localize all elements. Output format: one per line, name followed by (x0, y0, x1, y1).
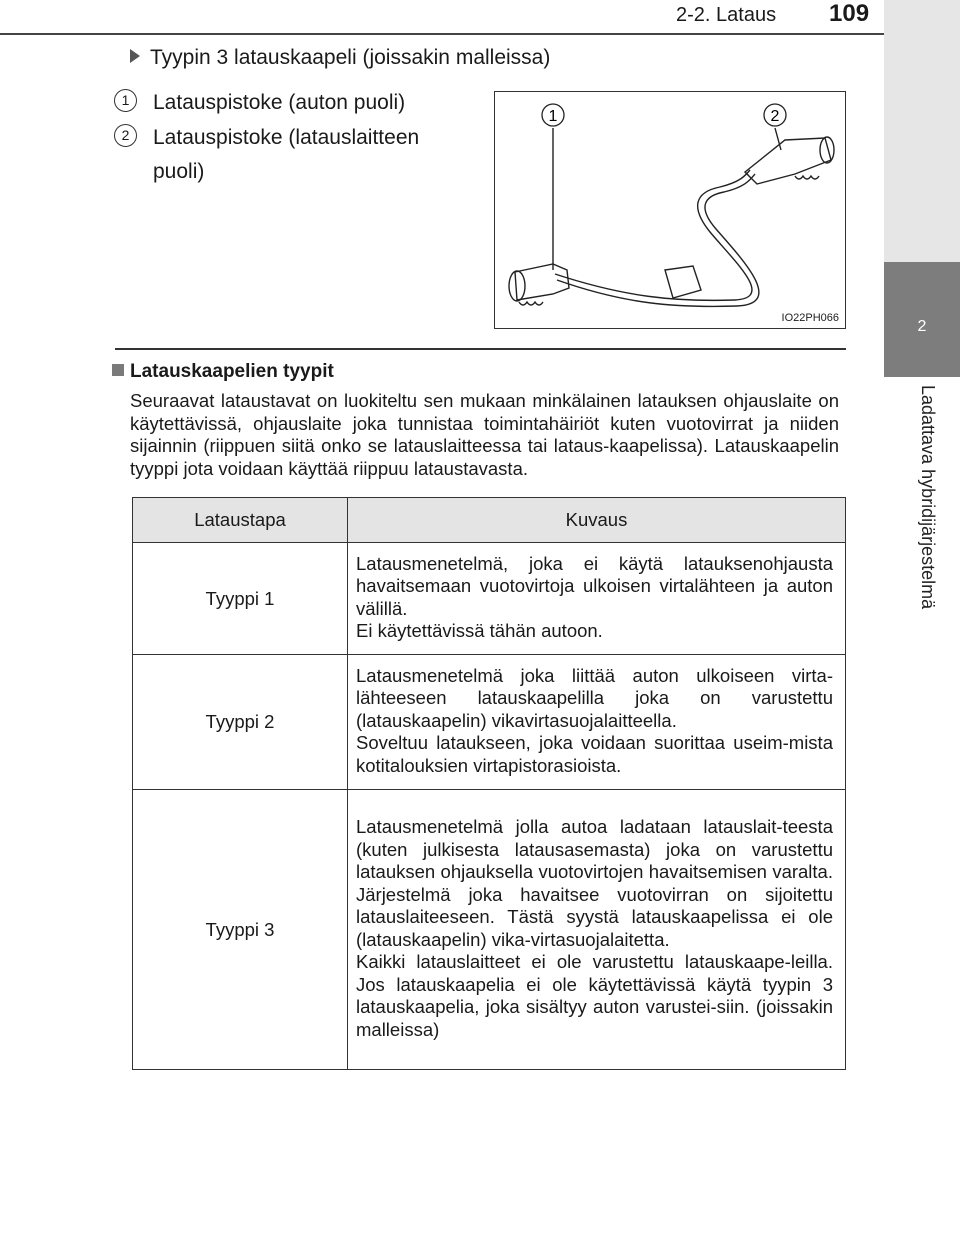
triangle-bullet-icon (130, 49, 140, 63)
page-number: 109 (829, 0, 870, 27)
method-cell: Tyyppi 3 (133, 790, 348, 1070)
cable-bullet-text: Tyypin 3 latauskaapeli (joissakin malleissa) (150, 46, 551, 69)
vehicle-plug-grip (519, 302, 543, 305)
chapter-side-tab (884, 0, 960, 1255)
figure-code: IO22PH066 (781, 312, 839, 324)
section-paragraph: Seuraavat lataustavat on luokiteltu sen mukaan minkälainen latauksen ohjauslaite on käytettävissä, ohjauslaite joka tunnistaa toimintahäiriöt kuten vuotovirrat ja niiden sijainnin (riippuen siitä onko se latauslaitteessa tai lataus-kaapelissa). Latauskaapelin tyyppi jota voidaan käyttää riippuu lataustavasta. (130, 390, 839, 479)
callout-text: Latauspistoke (auton puoli) (153, 91, 406, 114)
callout-number: 2 (114, 124, 137, 147)
charger-plug-face (820, 137, 834, 163)
side-tab-band (884, 0, 960, 262)
table-row (133, 790, 846, 1070)
callout-text: Latauspistoke (latauslaitteen puoli) (153, 126, 420, 183)
description-line: Ei käytettävissä tähän autoon. (356, 620, 603, 641)
cable-line (557, 174, 759, 306)
description-line: Latausmenetelmä jolla autoa ladataan latauslait-teesta (kuten julkisesta latausasemasta) joka on varustettu latauksen ohjauksella vuotovirtojen havaitsemisen varalta. Järjestelmä joka havaitsee vuotovirran on sijoitettu latauslaiteeseen. Tästä syystä latauskaapelissa ei ole (latauskaapelin) vika-virtasuojalaitetta. (356, 816, 833, 950)
chapter-title: Ladattava hybridijärjestelmä (918, 385, 938, 610)
description-line: Soveltuu lataukseen, joka voidaan suorittaa useim-mista kotitalouksien virtapistorasioista. (356, 732, 833, 776)
description-cell (348, 790, 846, 1070)
charger-plug-grip (795, 176, 819, 179)
header-rule (0, 33, 884, 35)
cable-bullet (130, 46, 550, 70)
method-cell: Tyyppi 1 (133, 543, 348, 655)
square-bullet-icon (112, 364, 124, 376)
callout-2 (114, 121, 453, 189)
marker-1-label: 1 (548, 108, 558, 125)
section-heading (112, 361, 334, 383)
section-heading-text: Latauskaapelien tyypit (130, 361, 334, 382)
callout-1 (114, 86, 453, 120)
charging-cable-figure (494, 91, 846, 329)
control-box-shape (665, 266, 701, 298)
cable-line (555, 170, 752, 300)
charging-cable-illustration (495, 92, 845, 328)
description-line: Kaikki latauslaitteet ei ole varustettu latauskaape-leilla. Jos latauskaapelia ei ole käytettävissä käytä tyypin 3 latauskaapelia, joka sisältyy auton varustei-siin. (joissakin malleissa) (356, 951, 833, 1040)
marker-2-label: 2 (770, 108, 780, 125)
column-header-method: Lataustapa (133, 498, 348, 543)
description-line: Latausmenetelmä, joka ei käytä latauksenohjausta havaitsemaan vuotovirtoja ulkoisen virtalähteen ja auton välillä. (356, 552, 833, 619)
method-cell: Tyyppi 2 (133, 655, 348, 790)
section-title: 2-2. Lataus (676, 4, 777, 26)
table-row (133, 655, 846, 790)
column-header-description: Kuvaus (348, 498, 846, 543)
description-cell (348, 655, 846, 790)
callout-number: 1 (114, 89, 137, 112)
chapter-number: 2 (917, 318, 927, 335)
charging-methods-table (132, 497, 846, 1070)
description-line: Latausmenetelmä joka liittää auton ulkoiseen virta-lähteeseen latauskaapelilla joka on varustettu (latauskaapelin) vikavirtasuojalaitteella. (356, 664, 833, 731)
section-rule (115, 348, 846, 350)
description-cell (348, 543, 846, 655)
table-header-row (133, 498, 846, 543)
table-row (133, 543, 846, 655)
